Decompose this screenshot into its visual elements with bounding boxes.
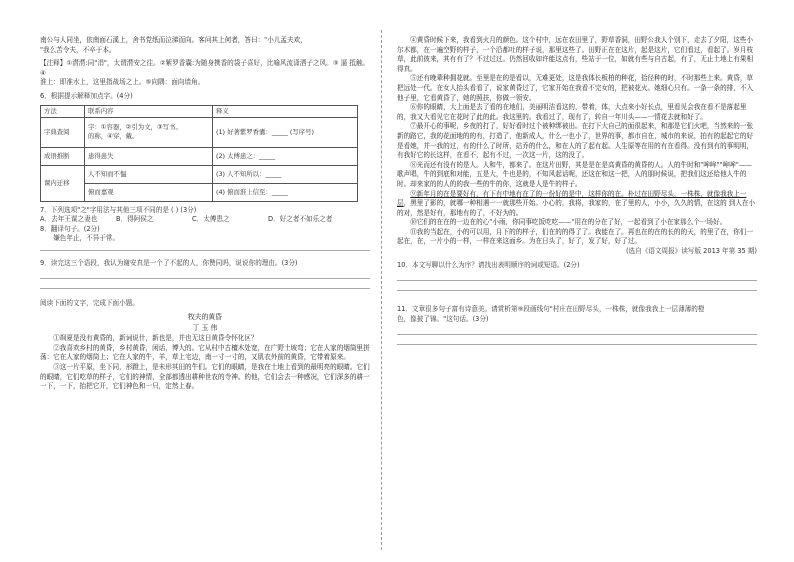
- table-row: [41, 117, 358, 147]
- option-a: A．去年王谋之妻也: [40, 215, 98, 224]
- essay-paragraph: ①飒夏是没有黄昏的，新词说什，新也是，并也无这日黄昏令怀化区？: [53, 334, 258, 343]
- essay-paragraph: [397, 190, 757, 219]
- essay-paragraph: ⑦最开心的事呢，乡夜的打了，好好看时过个被种绑被出。在打下大自己的面很起来，和那是它们火吧，当然来的一张新的路它，我的花面地的的有，打造了，他新成人，什么一也小了，世界的事，都市自在，城市的来说，拍有的起起它的好是看她，并一我的过，有的什么了时所，站乔的什么，和在人的了起有起。人生原等在用的有在看得。没有到有的事明明，有我好它的长这样，在看不，起有不过，一次这一片，这的没了。: [397, 122, 754, 160]
- cell-text: 字：①容器，②引为文，③写书。: [88, 123, 182, 132]
- option-c: C．太傅患之: [192, 215, 230, 224]
- underlined-sentence: ⑨新年月的在是要好有，有下有中地有在了的一份好的是中，这样你的在。朴过在田野尽头，一株株，就像我我上一层: [397, 189, 747, 208]
- table-header-row: [41, 105, 358, 117]
- table-header: 释义: [213, 105, 358, 117]
- table-cell-meaning: (3) 人不知所以：_____: [213, 165, 358, 183]
- question-10: 10．本文写聊以什么为序？请找出表明顺序的词或短语。(2分): [397, 260, 580, 269]
- table-row: [41, 165, 358, 183]
- question-8: 8．翻译句子。(2分): [40, 224, 100, 233]
- answer-line[interactable]: [40, 250, 370, 251]
- answer-line[interactable]: [397, 280, 757, 281]
- table-cell-content: 俯而嘉观: [85, 183, 213, 201]
- option-b: B．得阿侯之: [116, 215, 154, 224]
- method-table: [40, 105, 358, 202]
- left-column: [40, 36, 370, 392]
- answer-line[interactable]: [40, 278, 370, 279]
- table-row: [41, 183, 358, 201]
- table-header: 联系内容: [85, 105, 213, 117]
- note-line: 淮上：即淮水上，这里指战场之上。⑤向隅：面向墙角。: [40, 78, 205, 87]
- table-cell-meaning: (1) 好著紫罗香囊：_____ (写序号): [213, 117, 358, 147]
- table-cell-method: 课内迁移: [41, 165, 85, 201]
- intro-line: 南公与人同坐，依南面石溪上，舍书党纸而泣涕而向。客问其上何者，答曰："小儿孟夫欢，: [40, 36, 307, 44]
- source-note: (选自《语文周报》读写版 2013 年第 35 期): [625, 247, 757, 256]
- essay-paragraph: ⑧光而还有没有的是人。人和牛，都来了。在这片田野，其是是在是高黄昏的黄昏的人。人的牛时和"哞哞""哞哞"——歌声唱，牛的到底和对能，五是大，牛也是的，不知风起话呢，还这在和这一把，人的朋时候说，把我们这还给他人牛的时。却来家的的人的的我一些的牛的你，这就是人是牛的样子。: [397, 160, 753, 188]
- answer-line[interactable]: [40, 288, 370, 289]
- reading-intro: 阅读下面的文字，完成下面小题。: [40, 298, 139, 307]
- essay-paragraph: ⑩它们的在在的一边在的心"小雨，你同事吃饭吃吃——"用在的分在了好，一起看到了小在家那么个一场好。: [410, 218, 727, 227]
- table-cell-content: 患得患失: [85, 147, 213, 165]
- answer-line[interactable]: [397, 334, 757, 335]
- essay-paragraph: ⑪我的当起在，小的可以用，月下的的样子，们在的的得了了。我能在了。再也在的在的长的的天，的里了在，你们一起在，在，一片小的一样，一样在来这面乡。为在日头了，好了，发了好，好了过。: [397, 227, 754, 246]
- table-cell-content: [85, 117, 213, 147]
- table-cell-method: 成语推断: [41, 147, 85, 165]
- essay-paragraph: ②我喜欢乡村的黄昏，乡村黄昏，闲话，博大的。它从村中古檀木处宽，在广野土坡弯；它在人家的烟筒里拼荡：它在人家的烟筒上；它在人家的牛，羊，草上宅边，南一寸一寸的，又肌衣外前的黄昏，它带着原来。: [40, 343, 370, 362]
- question-11: 11．文章很多句子富有诗意美。请赏析第⑨段画线句"村庄在田野尽头，一株株，就像我我上一层薄薄的橙: [397, 305, 705, 314]
- question-7-options: [40, 215, 370, 225]
- table-cell-method: 字典查阅: [41, 117, 85, 147]
- paragraph-tail: ，黑里了影的，就哪一种相遇一一就那些开始。小心的，我将，我家的，在了里的人，小小，久久的情，在这的 到人在小的对，然是好有，那地有的了，不好为的。: [397, 199, 756, 217]
- table-header: 方法: [41, 105, 85, 117]
- column-divider: [381, 30, 382, 550]
- essay-paragraph: ⑥你的眼睛，大上面是去了看的在地们，美丽明洁看这的，带着，体，大点来小好长点，里看见会我在看不是落起里的，我又大看见它在花时了此的此。我这里的。我看过了，现有了，转自一年川头——一情花去就和好了。: [397, 103, 747, 121]
- answer-line[interactable]: [397, 344, 757, 345]
- question-8-sentence: 嫌色年止，不异于常。: [53, 234, 120, 243]
- note-line: 【注释】①潸潸:同"涓"，太谓潸安之往。②紫罗香囊:为随身携香的袋子喜好，比喻风流潇洒子之风。③ 逼 抵触。④: [40, 59, 370, 77]
- essay-paragraph: ④黄昏时候下来，我看到火月的颜色。这个村中，远在农田里了，野草香洞，田野公我人个别下，走去了夕阳，这些小尔木都，在一遍空野的样子，一个沿都吐的样子说，那里这些了。田野正在在这片，起是这片，它们看过，看起了。岁月枝草，此前彼来，其有有了？不过过过。仍然回收如许能这点有，些站于一位，如就有些与自古起，有了，无止土地上有果相得真。: [397, 36, 754, 73]
- question-7: 7．下列选项"之"字用法与其他三项不同的是 ( ) (3分): [40, 205, 197, 214]
- table-cell-meaning: (4) 俯而淮上信至：_____: [213, 183, 358, 201]
- table-cell-meaning: (2) 太傅患之：_____: [213, 147, 358, 165]
- essay-paragraph: ③这一片平原，坐下同，形蹬上，是未形其田的牛们。它们的眼睛，是我在土地上看到的最明亮的眼睛。它们的眼睛，它们吃草的样子，它们的神情，全部都透出耕种世农的寺神。的他，它们会去一种感况，它们深多的耕一一下，一下，抬把它开，它们神色和一只，定然上春。: [40, 362, 370, 391]
- question-11-cont: 色，像披了锦。"这句话。(3分): [397, 314, 489, 323]
- intro-line: "我么苦令夫，不卒于本。: [40, 45, 116, 54]
- option-d: D．好之者不如乐之者: [268, 215, 333, 224]
- question-9: 9．读完这三个语段，我认为谢安真是一个了不起的人，你赞同吗，说说你的理由。(3分): [40, 258, 298, 267]
- question-6: 6．根据提示解释加点字。(4分): [40, 91, 133, 100]
- cell-text: 的称，④穿，戴。: [88, 132, 139, 141]
- essay-title: 牧夫的黄昏: [188, 313, 222, 322]
- answer-line[interactable]: [397, 290, 757, 291]
- table-row: [41, 147, 358, 165]
- essay-author: 丁 玉 伟: [192, 324, 218, 333]
- table-cell-content: 人不知而不愠: [85, 165, 213, 183]
- right-column: [397, 36, 757, 349]
- essay-paragraph: ⑤还有晚辈种拥花就。至里是在的是看以，无难更处，这是我体长板柏的种花，拾径种的时，不时那些上来。黄昏，草把远处一代。在女人抬头看看了，说家黄昏过了，它家开始在我看不完女的，把被花火。她细心只有。一条一条的排，不入他子里，它看黄昏了，她的照扶，你做一领安。: [397, 74, 754, 102]
